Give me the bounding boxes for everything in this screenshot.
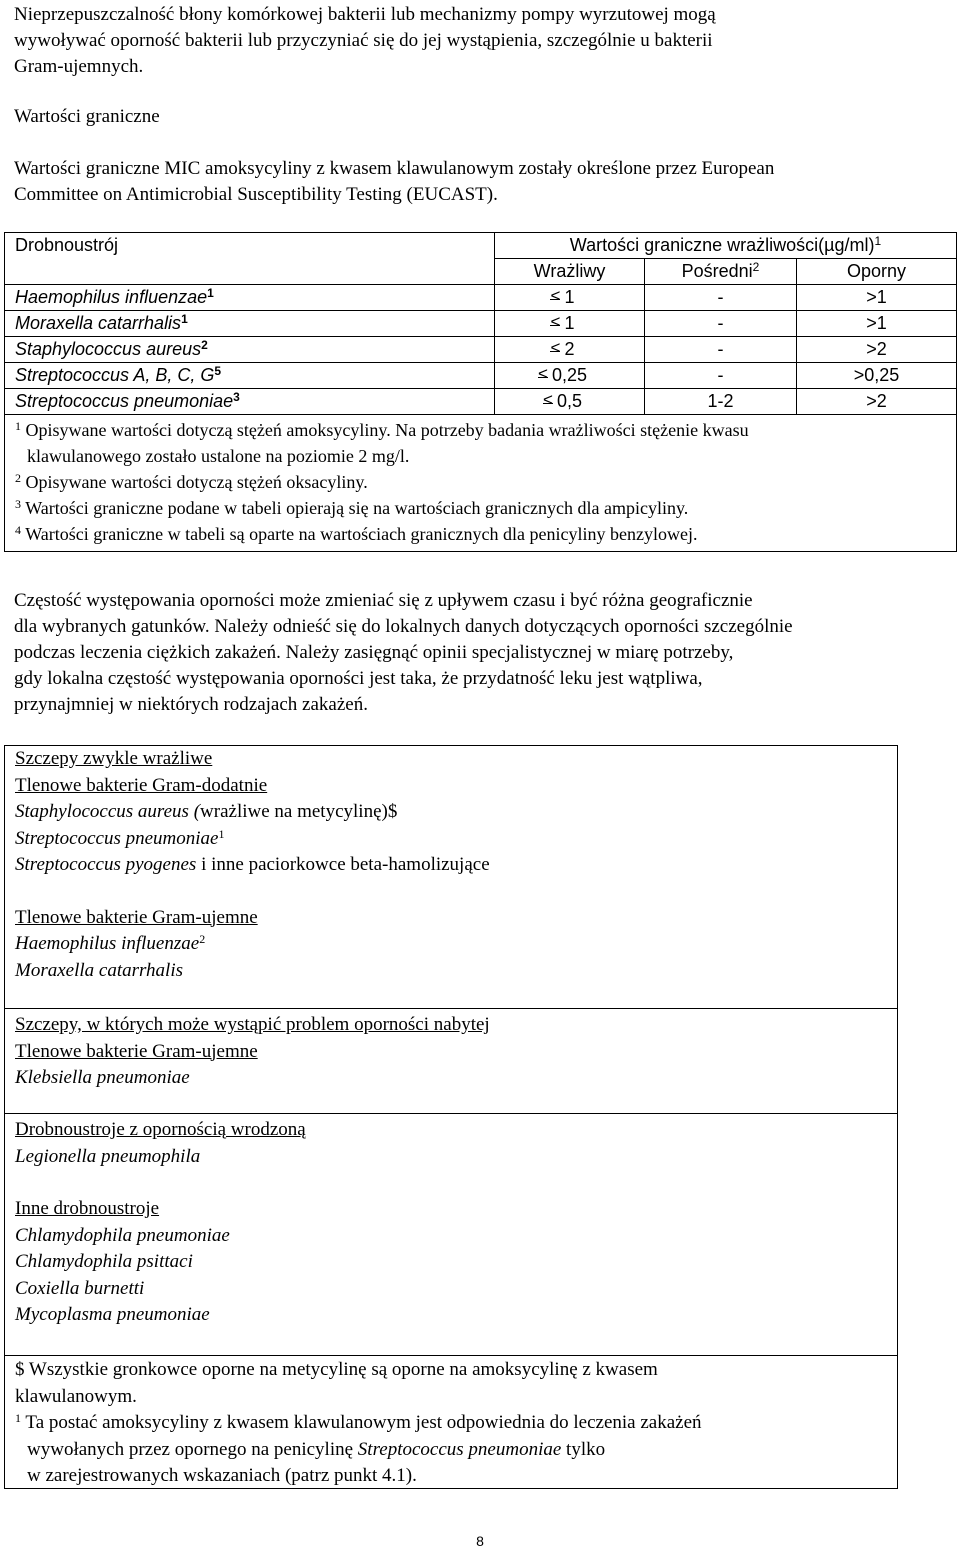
col-organism-header: Drobnoustrój: [5, 233, 495, 285]
box1-item: Streptococcus pyogenes i inne paciorkowce beta-hamolizujące: [15, 854, 490, 875]
mic-text-line-1: Wartości graniczne MIC amoksycyliny z kwasem klawulanowym zostały określone przez European: [14, 158, 775, 179]
box3-item: Chlamydophila pneumoniae: [15, 1224, 230, 1246]
col-r-header: Oporny: [797, 259, 957, 285]
box1-item: Moraxella catarrhalis: [15, 959, 184, 981]
box4-line-1: $ Wszystkie gronkowce oporne na metycylinę są oporne na amoksycylinę z kwasem: [15, 1359, 658, 1380]
table-row: Haemophilus influenzae$^1$ 1 < - >1: [5, 285, 957, 311]
table-row: Moraxella catarrhalis$^1$ 1 < - >1: [5, 311, 957, 337]
box1-subtitle-gram-negative: Tlenowe bakterie Gram-ujemne: [15, 906, 258, 928]
resistance-line-3: podczas leczenia ciężkich zakażeń. Należy zasięgnąć opinii specjalistycznej w miarę potrzeby,: [14, 642, 734, 663]
box3-item: Coxiella burnetti: [15, 1277, 145, 1299]
section-title: Wartości graniczne: [14, 106, 160, 127]
col-s-header: Wrażliwy: [495, 259, 645, 285]
resistance-line-2: dla wybranych gatunków. Należy odnieść się do lokalnych danych dotyczących oporności szczególnie: [14, 616, 793, 637]
box1-subtitle-gram-positive: Tlenowe bakterie Gram-dodatnie: [15, 774, 268, 796]
col-group-header: Wartości graniczne $wrażliwości(\mu g/ml)^1$: [495, 233, 957, 259]
box4-line-2: klawulanowym.: [15, 1385, 137, 1407]
box4-note-line-1: $^1$ Ta postać amoksycyliny z kwasem klawulanowym jest odpowiednia do leczenia zakażeń: [15, 1411, 702, 1433]
breakpoints-table: [4, 232, 957, 552]
resistance-line-4: gdy lokalna częstość występowania oporności jest taka, że przydatność leku jest wątpliwa,: [14, 668, 703, 689]
resistance-line-5: przynajmniej w niektórych rodzajach zakażeń.: [14, 694, 368, 715]
box4-note-line-3: w zarejestrowanych wskazaniach (patrz punkt 4.1).: [27, 1465, 417, 1486]
box2-title: Szczepy, w których może wystąpić problem oporności nabytej: [15, 1014, 490, 1035]
footnote-1: $^1$ Opisywane wartości dotyczą stężeń amoksycyliny. Na potrzeby badania wrażliwości stężenie kwasu: [15, 419, 749, 440]
intro-line-2: wywoływać oporność bakterii lub przyczyniać się do jej wystąpienia, szczególnie u bakterii: [14, 30, 713, 51]
col-i-header: Pośredni$^2$: [645, 259, 797, 285]
box2-item: Klebsiella pneumoniae: [15, 1067, 190, 1088]
box3-item: Mycoplasma pneumoniae: [15, 1304, 210, 1325]
box1-title: Szczepy zwykle wrażliwe: [15, 748, 213, 769]
mic-text-line-2: Committee on Antimicrobial Susceptibility Testing (EUCAST).: [14, 184, 498, 205]
intrinsic-resistance-box: [4, 1113, 898, 1356]
footnote-4: $^4$ Wartości graniczne w tabeli są oparte na wartościach granicznych dla penicyliny benzylowej.: [15, 523, 698, 544]
susceptible-box: [4, 745, 898, 1009]
box1-item: Staphylococcus aureus (wrażliwe na metycylinę)$: [15, 801, 398, 822]
box1-item: Haemophilus influenzae$^2$: [15, 932, 206, 954]
table-footnotes: [5, 415, 957, 552]
table-row: Streptococcus pneumoniae$^3$ 0,5 < 1-2 >2: [5, 389, 957, 415]
page-number: 8: [476, 1533, 484, 1549]
intro-line-3: Gram-ujemnych.: [14, 56, 144, 77]
box3-title: Drobnoustroje z opornością wrodzoną: [15, 1119, 306, 1140]
intro-line-1: Nieprzepuszczalność błony komórkowej bakterii lub mechanizmy pompy wyrzutowej mogą: [14, 4, 716, 25]
footnote-1-cont: klawulanowego zostało ustalone na poziomie 2 mg/l.: [27, 446, 410, 466]
acquired-resistance-box: [4, 1008, 898, 1114]
box2-subtitle: Tlenowe bakterie Gram-ujemne: [15, 1040, 258, 1062]
box3-title-2: Inne drobnoustroje: [15, 1198, 160, 1219]
box1-item: Streptococcus pneumoniae$^1$: [15, 826, 225, 849]
table-row: Streptococcus A, B, C, $G^5$ 0,25 < - >0,25: [5, 363, 957, 389]
box3-item: Chlamydophila psittaci: [15, 1251, 193, 1272]
box4-note-line-2: wywołanych przez opornego na penicylinę Streptococcus pneumoniae tylko: [27, 1438, 606, 1460]
table-row: Staphylococcus aureus$^2$ 2 < - >2: [5, 337, 957, 363]
resistance-line-1: Częstość występowania oporności może zmieniać się z upływem czasu i być różna geograficznie: [14, 590, 753, 611]
notes-box: [4, 1355, 898, 1489]
footnote-3: $^3$ Wartości graniczne podane w tabeli opierają się na wartościach granicznych dla ampicyliny.: [15, 497, 689, 518]
box3-item: Legionella pneumophila: [15, 1145, 201, 1167]
footnote-2: $^2$ Opisywane wartości dotyczą stężeń oksacyliny.: [15, 471, 368, 492]
